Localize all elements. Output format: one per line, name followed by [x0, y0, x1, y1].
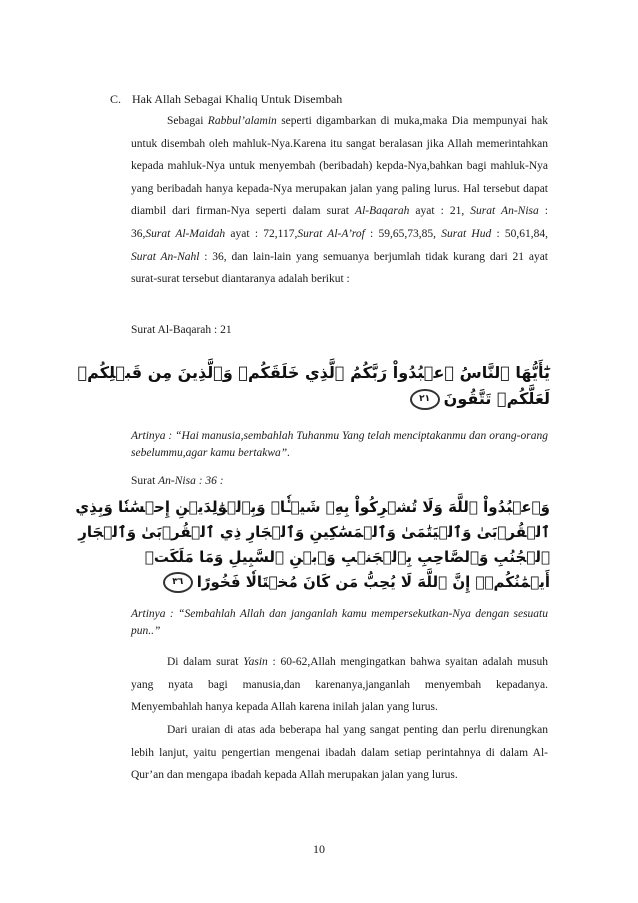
intro-term-rabbul-alamin: Rabbul’alamin [207, 115, 277, 127]
arabic-line: وَٱعۡبُدُواْ ٱللَّهَ وَلَا تُشۡرِكُواْ بِهِۦ شَيۡـٔٗاۖ وَبِٱلۡوَٰلِدَيۡنِ إِحۡسَٰنٗا وَبِذِي [75, 498, 550, 516]
ayah-number-marker: ٢١ [410, 389, 440, 410]
ref-yasin: Yasin [243, 656, 268, 668]
page-number: 10 [313, 842, 325, 856]
intro-text: : 50,61,84, [491, 227, 549, 240]
surah2-label [131, 475, 224, 487]
arabic-line: ٱلۡقُرۡبَىٰ وَٱلۡيَتَٰمَىٰ وَٱلۡمَسَٰكِينِ وَٱلۡجَارِ ذِي ٱلۡقُرۡبَىٰ وَٱلۡجَارِ [78, 523, 550, 541]
surah1-label: Surat Al-Baqarah : 21 [131, 324, 232, 336]
section-title: Hak Allah Sebagai Khaliq Untuk Disembah [132, 92, 343, 106]
intro-text: : 36, [131, 205, 548, 240]
arabic-line [230, 386, 550, 412]
ayah-number-marker: ٣٦ [163, 572, 193, 593]
label-text: Surat [131, 475, 159, 487]
closing-text: Dari uraian di atas ada beberapa hal yang sangat penting dan perlu direnungkan lebih lanjut, yaitu pengertian mengenai ibadah dalam setiap perintahnya di dalam Al-Qur’an dan mengapa ibadah kepada Allah merupakan jalan yang lurus. [131, 724, 548, 782]
surah1-translation: Artinya : “Hai manusia,sembahlah Tuhanmu Yang telah menciptakanmu dan orang-orang sebelummu,agar kamu bertakwa”. [131, 430, 548, 459]
ref-al-maidah: Surat Al-Maidah [145, 227, 226, 240]
arabic-line: يَٰٓأَيُّهَا ٱلنَّاسُ ٱعۡبُدُواْ رَبَّكُمُ ٱلَّذِي خَلَقَكُمۡ وَٱلَّذِينَ مِن قَبۡلِكُمۡ [77, 363, 550, 382]
arabic-line: ٱلۡجُنُبِ وَٱلصَّاحِبِ بِٱلۡجَنۢبِ وَٱبۡنِ ٱلسَّبِيلِ وَمَا مَلَكَتۡ [144, 548, 550, 566]
intro-text: ayat : 72,117, [225, 227, 298, 240]
intro-text: ayat : 21, [409, 205, 471, 218]
arabic-text: لَعَلَّكُمۡ تَتَّقُونَ [443, 389, 550, 408]
ref-an-nisa: Surat An-Nisa [470, 205, 539, 218]
section-heading [110, 92, 342, 107]
intro-text: Sebagai [167, 115, 208, 127]
surah2-arabic-verse [75, 495, 550, 595]
closing-text: : 60-62,Allah mengingatkan bahwa syaitan adalah musuh yang nyata bagi manusia,dan karenanya,janganlah menyembah kepadanya. Menyembahlah hanya kepada Allah karena inilah jalan yang lurus. [131, 656, 548, 714]
closing-text: Di dalam surat [167, 656, 244, 668]
section-letter: C. [110, 92, 122, 106]
surah2-translation: Artinya : “Sembahlah Allah dan janganlah kamu mempersekutkan-Nya dengan sesuatu pun..” [131, 608, 548, 637]
intro-text: seperti digambarkan di muka,maka Dia mempunyai hak untuk disembah oleh mahluk-Nya.Karena itu sangat beralasan jika Allah memerintahkan kepada mahluk-Nya untuk menyembah (beribadah) kepda-Nya,bahkan bagi mahluk-Nya yang beribadah hanya kepada-Nya merupakan jalan yang paling lurus. Hal tersebut dapat diambil dari firman-Nya seperti dalam surat [131, 115, 548, 218]
ref-al-arof: Surat Al-A’rof [297, 227, 365, 240]
surah1-arabic-verse [77, 360, 550, 412]
ref-an-nahl: Surat An-Nahl [131, 250, 200, 263]
intro-text: : 59,65,73,85, [364, 227, 442, 240]
label-surah-name: An-Nisa : 36 : [158, 475, 224, 487]
ref-hud: Surat Hud [441, 227, 492, 240]
intro-paragraph [131, 110, 548, 291]
closing-paragraph-1 [131, 651, 548, 719]
intro-text: : 36, dan lain-lain yang semuanya berjumlah tidak kurang dari 21 ayat surat-surat tersebut diantaranya adalah berikut : [131, 250, 548, 286]
arabic-line [172, 570, 550, 595]
closing-paragraph-2 [131, 719, 548, 787]
arabic-text: أَيۡمَٰنُكُمۡۗ إِنَّ ٱللَّهَ لَا يُحِبُّ مَن كَانَ مُخۡتَالٗا فَخُورًا [196, 573, 550, 591]
ref-al-baqarah: Al-Baqarah [355, 205, 410, 218]
